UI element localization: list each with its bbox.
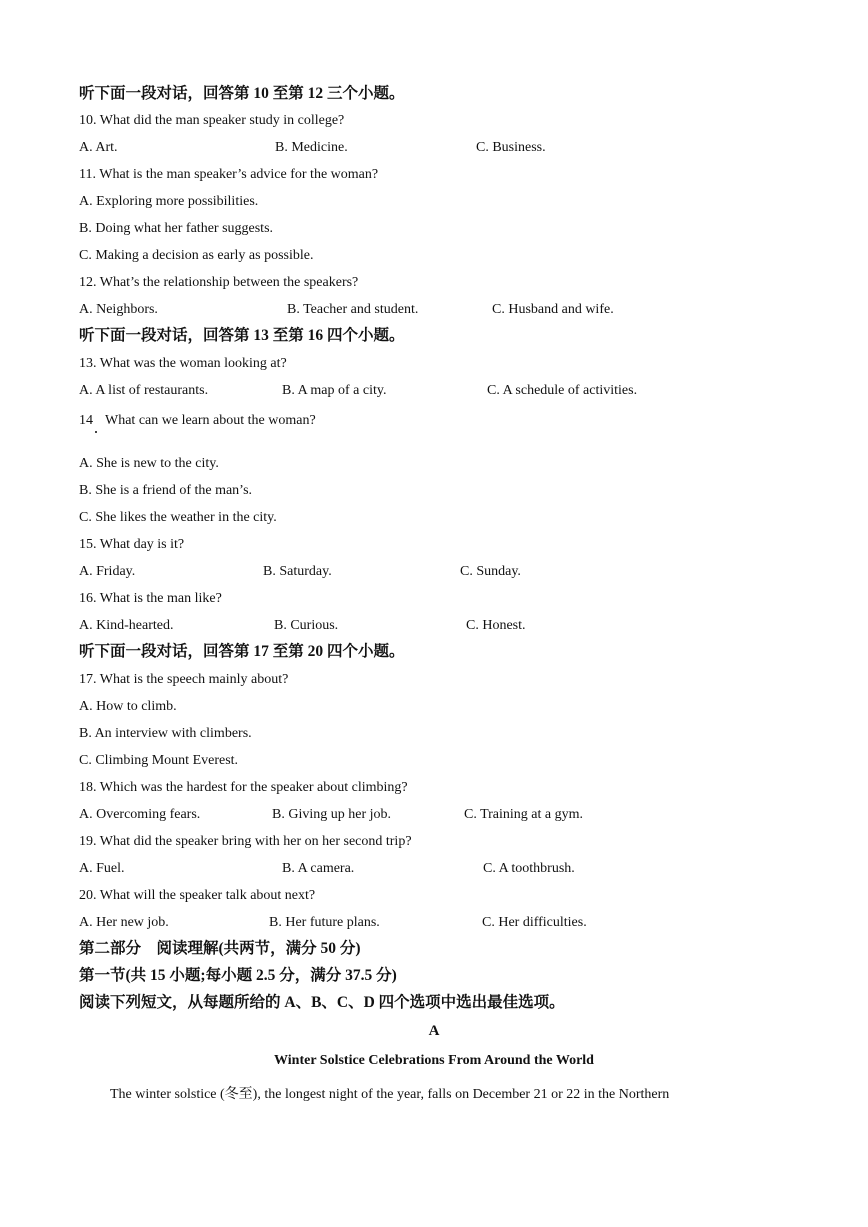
question-13: 13. What was the woman looking at?	[79, 356, 287, 371]
question-20: 20. What will the speaker talk about next?	[79, 888, 316, 903]
q11-option-c: C. Making a decision as early as possible.	[79, 248, 314, 263]
question-10: 10. What did the man speaker study in college?	[79, 113, 345, 128]
q15-option-b: B. Saturday.	[263, 564, 332, 579]
question-16: 16. What is the man like?	[79, 591, 222, 606]
q17-option-a: A. How to climb.	[79, 699, 177, 714]
q16-option-c: C. Honest.	[466, 618, 526, 633]
q17-option-b: B. An interview with climbers.	[79, 726, 252, 741]
q10-option-b: B. Medicine.	[275, 140, 348, 155]
q13-option-a: A. A list of restaurants.	[79, 383, 209, 398]
question-14: What can we learn about the woman?	[105, 413, 316, 428]
part2-heading: 第二部分 阅读理解(共两节，满分 50 分)	[79, 940, 361, 957]
question-14-number: 14	[79, 413, 93, 428]
q16-option-a: A. Kind-hearted.	[79, 618, 174, 633]
q15-option-c: C. Sunday.	[460, 564, 521, 579]
q20-option-b: B. Her future plans.	[269, 915, 380, 930]
q18-option-c: C. Training at a gym.	[464, 807, 584, 822]
passage-first-line: The winter solstice (冬至), the longest night of the year, falls on December 21 or 22 in the Northern	[110, 1087, 670, 1102]
q16-option-b: B. Curious.	[274, 618, 339, 633]
section-heading-q17-20: 听下面一段对话，回答第 17 至第 20 四个小题。	[79, 643, 405, 660]
part2-instructions: 阅读下列短文，从每题所给的 A、B、C、D 四个选项中选出最佳选项。	[79, 994, 565, 1011]
q14-option-a: A. She is new to the city.	[79, 456, 219, 471]
q10-option-a: A. Art.	[79, 140, 118, 155]
q19-option-c: C. A toothbrush.	[483, 861, 575, 876]
q20-option-a: A. Her new job.	[79, 915, 169, 930]
q11-option-b: B. Doing what her father suggests.	[79, 221, 274, 236]
q12-option-b: B. Teacher and student.	[287, 302, 419, 317]
q18-option-b: B. Giving up her job.	[272, 807, 391, 822]
q12-option-c: C. Husband and wife.	[492, 302, 614, 317]
q19-option-a: A. Fuel.	[79, 861, 125, 876]
part2-section1-heading: 第一节(共 15 小题;每小题 2.5 分，满分 37.5 分)	[79, 967, 397, 984]
q20-option-c: C. Her difficulties.	[482, 915, 587, 930]
question-19: 19. What did the speaker bring with her on her second trip?	[79, 834, 412, 849]
section-heading-q13-16: 听下面一段对话，回答第 13 至第 16 四个小题。	[79, 327, 405, 344]
passage-letter: A	[428, 1023, 440, 1039]
q10-option-c: C. Business.	[476, 140, 546, 155]
q14-option-c: C. She likes the weather in the city.	[79, 510, 277, 525]
q17-option-c: C. Climbing Mount Everest.	[79, 753, 239, 768]
question-11: 11. What is the man speaker’s advice for the woman?	[79, 167, 379, 182]
q13-option-c: C. A schedule of activities.	[487, 383, 638, 398]
passage-title: Winter Solstice Celebrations From Around the World	[274, 1053, 594, 1068]
section-heading-q10-12: 听下面一段对话，回答第 10 至第 12 三个小题。	[79, 85, 405, 102]
q15-option-a: A. Friday.	[79, 564, 136, 579]
q14-option-b: B. She is a friend of the man’s.	[79, 483, 253, 498]
question-18: 18. Which was the hardest for the speaker about climbing?	[79, 780, 408, 795]
q13-option-b: B. A map of a city.	[282, 383, 387, 398]
question-15: 15. What day is it?	[79, 537, 185, 552]
q11-option-a: A. Exploring more possibilities.	[79, 194, 259, 209]
q18-option-a: A. Overcoming fears.	[79, 807, 201, 822]
stray-mark	[95, 431, 97, 433]
question-17: 17. What is the speech mainly about?	[79, 672, 289, 687]
q12-option-a: A. Neighbors.	[79, 302, 158, 317]
question-12: 12. What’s the relationship between the speakers?	[79, 275, 359, 290]
q19-option-b: B. A camera.	[282, 861, 355, 876]
